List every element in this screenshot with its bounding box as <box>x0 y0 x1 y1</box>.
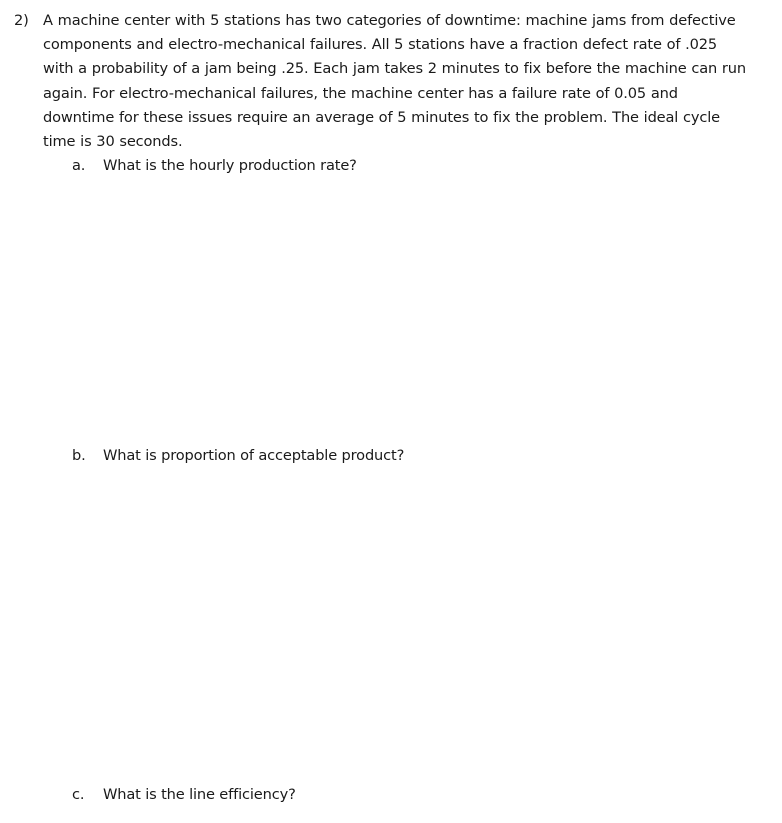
question-c-text: What is the line efficiency? <box>103 786 296 803</box>
question-c <box>72 783 296 807</box>
problem-statement: A machine center with 5 stations has two categories of downtime: machine jams from defective components and electro-mechanical failures. All 5 stations have a fraction defect rate of .025 with a probability of a jam being .25. Each jam takes 2 minutes to fix before the machine can run again. For electro-mechanical failures, the machine center has a failure rate of 0.05 and downtime for these issues require an average of 5 minutes to fix the problem. The ideal cycle time is 30 seconds. <box>43 12 746 151</box>
question-a-label: a. <box>72 157 86 174</box>
question-b <box>72 444 404 468</box>
question-a <box>72 154 357 178</box>
question-b-text: What is proportion of acceptable product? <box>103 447 405 464</box>
problem-block <box>14 9 774 154</box>
problem-number: 2) <box>14 12 29 29</box>
question-b-label: b. <box>72 447 86 464</box>
question-a-text: What is the hourly production rate? <box>103 157 357 174</box>
question-c-label: c. <box>72 786 85 803</box>
